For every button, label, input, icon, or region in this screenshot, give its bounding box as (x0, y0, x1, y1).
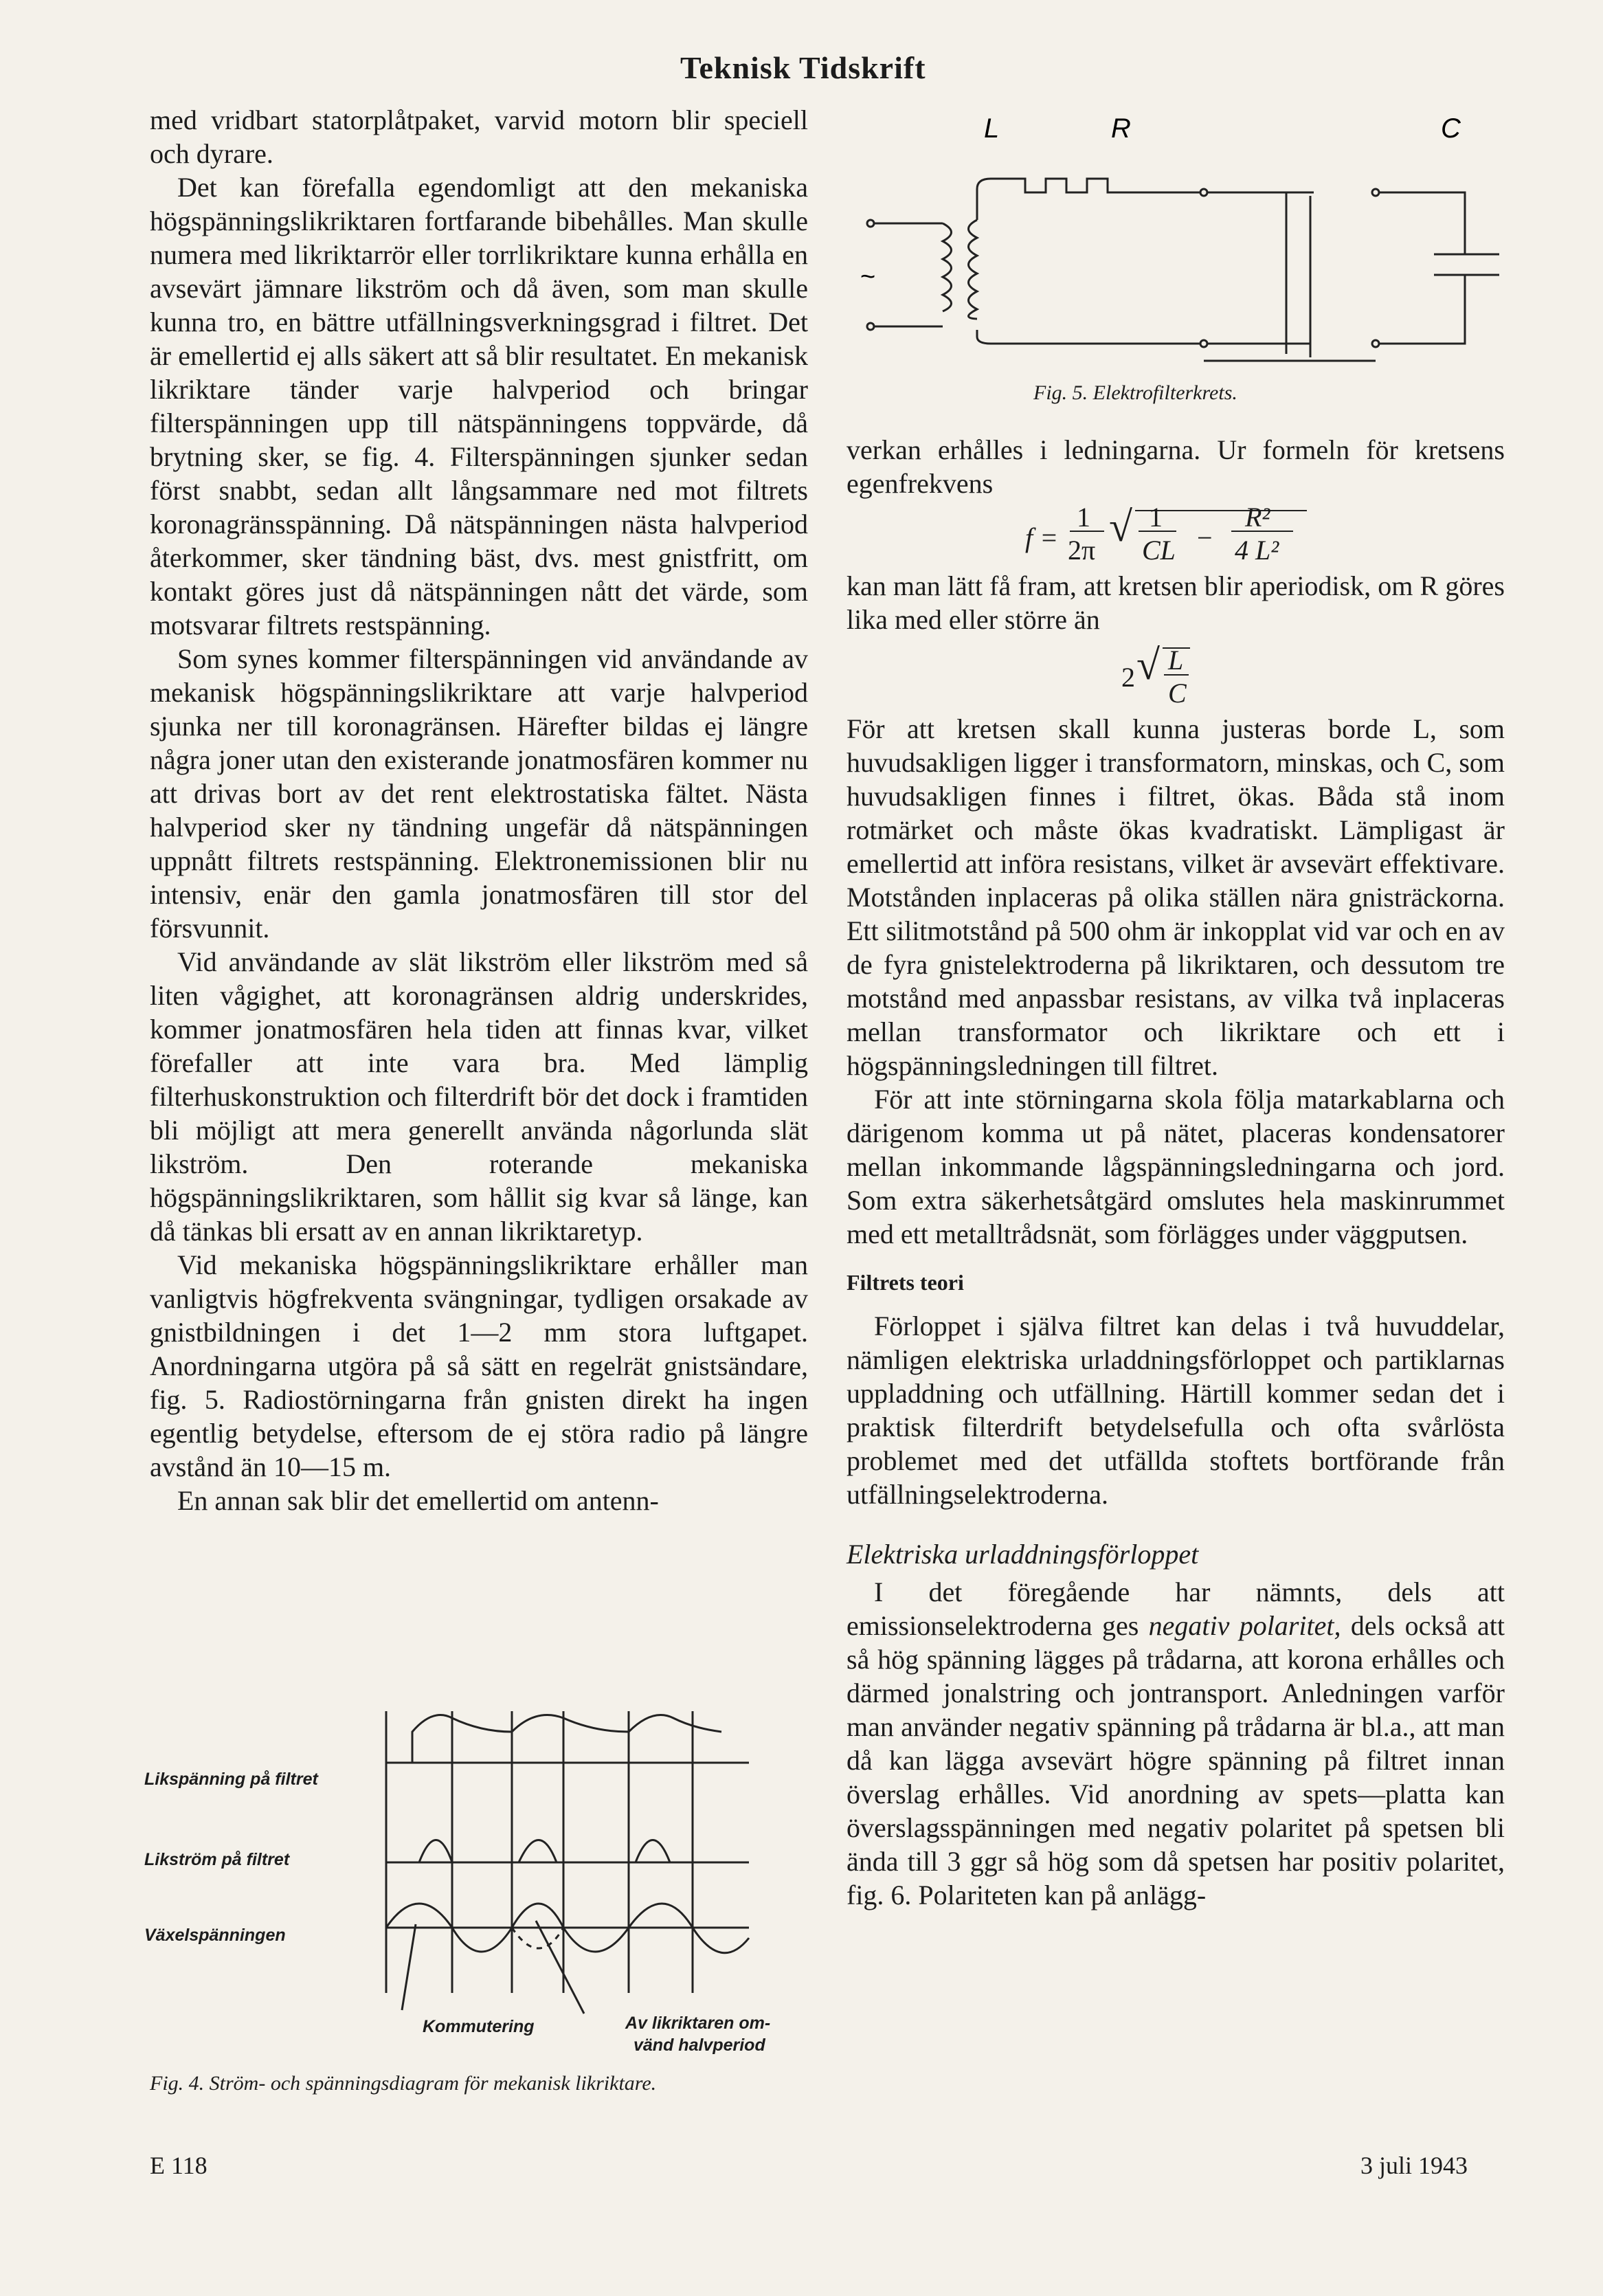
formula-lhs: f = (1025, 522, 1059, 553)
journal-title: Teknisk Tidskrift (680, 50, 926, 85)
label-dc-current: Likström på filtret (144, 1850, 290, 1869)
paragraph-part: dels också att så hög spänning lägges på trådarna, att korona erhålles och därmed jonalstring och jontransport. Anledningen varför man använder negativ spänning på trådarna är bl.a., att man då kan lägga avsevärt högre spänning på filtret innan överslag erhålles. Vid anordning av spets—platta kan överslagsspänningen med negativ polaritet på spetsen bli ända till 3 ggr så hög som då spetsen har positiv polaritet, fig. 6. Polariteten kan på anlägg- (847, 1610, 1505, 1910)
left-column (150, 103, 808, 1517)
right-column (847, 433, 1505, 1912)
paragraph: kan man lätt få fram, att kretsen blir aperiodisk, om R göres lika med eller större än (847, 570, 1505, 635)
figure-4-caption: Fig. 4. Ström- och spänningsdiagram för mekanisk likriktare. (150, 2072, 657, 2095)
paragraph: Vid mekaniska högspänningslikriktare erhåller man vanligtvis högfrekventa svängningar, tydligen orsakade av gnistbildningen i det 1—2 mm stora luftgapet. Anordningarna utgöra på så sätt en regelrät gnistsändare, fig. 5. Radiostörningarna från gnisten direkt ha ingen egentlig betydelse, eftersom de ej störa radio på längre avstånd än 10—15 m. (150, 1249, 808, 1482)
formula-sqrt-den1: CL (1142, 535, 1176, 566)
formula-aperiodic: 2 √ L C (1121, 636, 1505, 712)
emphasis: negativ polaritet, (1148, 1610, 1341, 1641)
formula-frequency: f = 1 2π √ 1 CL − R² 4 L² (1025, 500, 1505, 569)
formula2-num: L (1168, 645, 1184, 676)
label-R: R (1111, 113, 1131, 144)
circuit-diagram (847, 103, 1505, 419)
paragraph: Det kan förefalla egendomligt att den mekaniska högspänningslikriktaren fortfarande bibehålles. Man skulle numera med likriktarrör eller torrlikriktare kunna erhålla en avsevärt jämnare likström och då även, som man skulle kunna tro, en bättre utfällningsverkningsgrad i filtret. Det är emellertid ej alls säkert att så blir resultatet. En mekanisk likriktare tänder varje halvperiod och bringar filterspänningen upp till nätspänningens toppvärde, då brytning sker, se fig. 4. Filterspänningen sjunker sedan först snabbt, sedan allt långsammare ned mot filtrets koronagränsspänning. Då nätspänningen nästa halvperiod återkommer, sker tändning bäst, dvs. mest gnistfritt, om kontakt göres just då nätspänningen nått det värde, som motsvarar filtrets restspänning. (150, 172, 808, 640)
issue-date: 3 juli 1943 (1360, 2152, 1468, 2179)
figure-5 (847, 103, 1505, 419)
formula2-coef: 2 (1121, 662, 1135, 693)
figure-4 (144, 1691, 818, 2117)
formula-minus: − (1197, 522, 1213, 553)
paragraph: För att inte störningarna skola följa matarkablarna och därigenom komma ut på nätet, placeras kondensatorer mellan inkommande lågspänningsledningarna och jord. Som extra säkerhetsåtgärd omslutes hela maskinrummet med ett metalltrådsnät, som förlägges under väggputsen. (847, 1084, 1505, 1249)
formula-sqrt-den2: 4 L² (1235, 535, 1279, 566)
paragraph-part: I det föregående har nämnts, dels att emissionselektroderna ges (847, 1576, 1505, 1641)
label-commutation: Kommutering (423, 2017, 535, 2036)
formula-sqrt-num2: R² (1245, 502, 1270, 533)
formula-num: 1 (1077, 502, 1090, 533)
label-C: C (1441, 113, 1461, 144)
paragraph: För att kretsen skall kunna justeras borde L, som huvudsakligen ligger i transformatorn, minskas, och C, som huvudsakligen finnes i filtret, ökas. Båda stå inom rotmärket och måste ökas kvadratiskt. Lämpligast är emellertid att införa resistans, vilket är avsevärt effektivare. Motstånden inplaceras på olika ställen nära gnisträckorna. Ett silitmotstånd på 500 ohm är inkopplat vid var och en av de fyra gnistelektroderna på likriktaren, och dessutom tre motstånd med anpassbar resistans, av vilka två inplaceras mellan transformator och likriktare och ett i högspänningsledningen till filtret. (847, 713, 1505, 1081)
formula-den: 2π (1068, 535, 1096, 566)
paragraph: verkan erhålles i ledningarna. Ur formeln för kretsens egenfrekvens (847, 434, 1505, 499)
ac-source-symbol: ~ (860, 263, 876, 291)
paragraph (847, 1575, 1505, 1912)
paragraph: Som synes kommer filterspänningen vid användande av mekanisk högspänningslikriktare att varje halvperiod sjunka ner till koronagränsen. Härefter bildas ej längre några joner utan den existerande jonatmosfären kommer nu att drivas bort av det rent elektrostatiska fältet. Nästa halvperiod sker ny tändning ungefär då nätspänningen uppnått filtrets restspänning. Elektronemissionen blir nu intensiv, enär den gamla jonatmosfären till stor del försvunnit. (150, 643, 808, 944)
paragraph: Vid användande av slät likström eller likström med så liten vågighet, att koronagränsen aldrig underskrides, kommer jonatmosfären hela tiden att finnas kvar, vilket förefaller att inte vara bra. Med lämplig filterhuskonstruktion och filterdrift bör det dock i framtiden bli möjligt att mera generellt använda någorlunda slät likström. Den roterande mekaniska högspänningslikriktaren, som hållit sig kvar så länge, kan då tänkas bli ersatt av en annan likriktaretyp. (150, 946, 808, 1247)
paragraph: En annan sak blir det emellertid om antenn- (177, 1485, 659, 1516)
paragraph: med vridbart statorplåtpaket, varvid motorn blir speciell och dyrare. (150, 104, 808, 169)
label-L: L (984, 113, 1000, 144)
formula-sqrt-num1: 1 (1149, 502, 1163, 533)
label-reversed-1: Av likriktaren om- (625, 2014, 771, 2033)
page-number: E 118 (150, 2152, 208, 2179)
figure-5-caption: Fig. 5. Elektrofilterkrets. (1033, 381, 1237, 404)
paragraph: Förloppet i själva filtret kan delas i två huvuddelar, nämligen elektriska urladdningsförloppet och partiklarnas uppladdning och utfällning. Härtill kommer sedan det i praktisk filterdrift betydelsefulla och ofta svårlösta problemet med det utfällda stoftets bortförande från utfällningselektroderna. (847, 1311, 1505, 1510)
label-dc-voltage: Likspänning på filtret (144, 1770, 318, 1789)
section-heading: Filtrets teori (847, 1270, 964, 1295)
formula2-den: C (1168, 678, 1187, 709)
label-ac-voltage: Växelspänningen (144, 1926, 286, 1945)
section-heading: Elektriska urladdningsförloppet (847, 1539, 1199, 1570)
label-reversed-2: vänd halvperiod (634, 2036, 765, 2055)
